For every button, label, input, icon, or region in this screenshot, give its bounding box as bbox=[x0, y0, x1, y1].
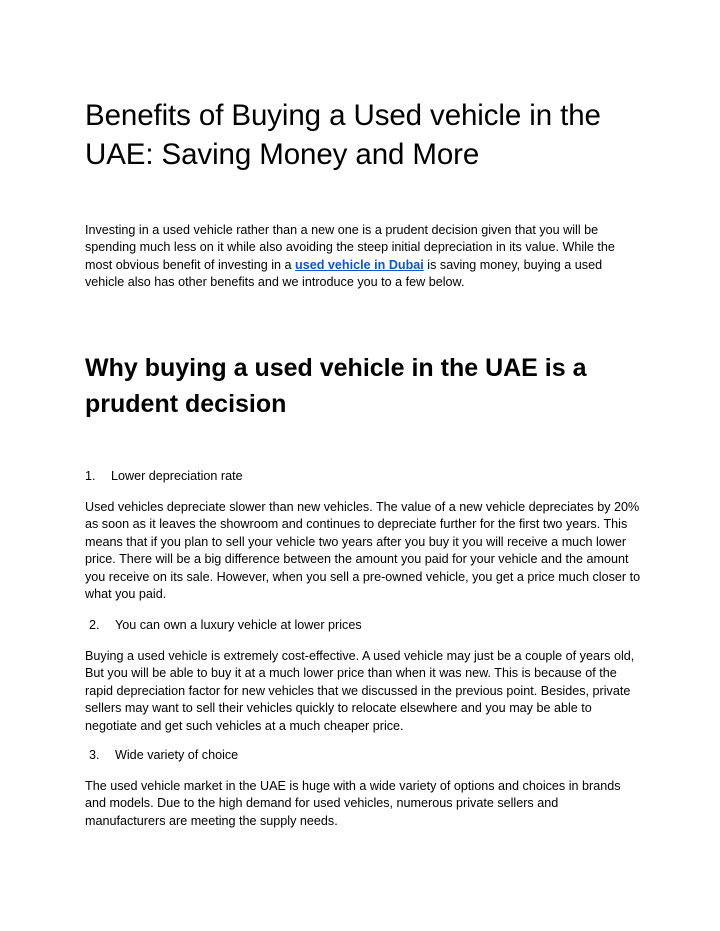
list-item bbox=[89, 617, 362, 634]
used-vehicle-dubai-link[interactable]: used vehicle in Dubai bbox=[295, 257, 424, 272]
list-item-number: 1. bbox=[85, 469, 96, 483]
section-heading: Why buying a used vehicle in the UAE is a prudent decision bbox=[85, 354, 587, 418]
list-item bbox=[89, 747, 238, 764]
list-item-paragraph: The used vehicle market in the UAE is huge with a wide variety of options and choices in brands and models. Due to the high demand for used vehicles, numerous private sellers and manufacturers are meeting the supply needs. bbox=[85, 779, 621, 828]
intro-text-before-link: Investing in a used vehicle rather than a new one is a prudent decision given that you will be spending much less on it while also avoiding the steep initial depreciation in its value. While the most obvious benefit of investing in a bbox=[85, 223, 615, 272]
list-item-label: Wide variety of choice bbox=[115, 748, 239, 762]
intro-paragraph bbox=[85, 222, 641, 292]
list-item bbox=[85, 468, 243, 485]
list-item-label: Lower depreciation rate bbox=[111, 469, 243, 483]
page-title: Benefits of Buying a Used vehicle in the UAE: Saving Money and More bbox=[85, 99, 601, 171]
list-item-paragraph: Buying a used vehicle is extremely cost-effective. A used vehicle may just be a couple of years old, But you will be able to buy it at a much lower price than when it was new. This is because of the rapid depreciation factor for new vehicles that we discussed in the previous point. Besides, private sellers may want to sell their vehicles quickly to relocate elsewhere and you may be able to negotiate and get such vehicles at a much cheaper price. bbox=[85, 649, 635, 733]
list-item-paragraph: Used vehicles depreciate slower than new vehicles. The value of a new vehicle depreciates by 20% as soon as it leaves the showroom and continues to depreciate further for the first two years. This means that if you plan to sell your vehicle two years after you buy it you will receive a much lower price. There will be a big difference between the amount you paid for your vehicle and the amount you receive on its sale. However, when you sell a pre-owned vehicle, you get a price much closer to what you paid. bbox=[85, 500, 641, 602]
list-item-number: 2. bbox=[89, 618, 100, 632]
list-item-label: You can own a luxury vehicle at lower prices bbox=[115, 618, 362, 632]
intro-text-after-link: is saving money, buying a used vehicle also has other benefits and we introduce you to a few below. bbox=[85, 257, 603, 290]
list-item-number: 3. bbox=[89, 748, 100, 762]
